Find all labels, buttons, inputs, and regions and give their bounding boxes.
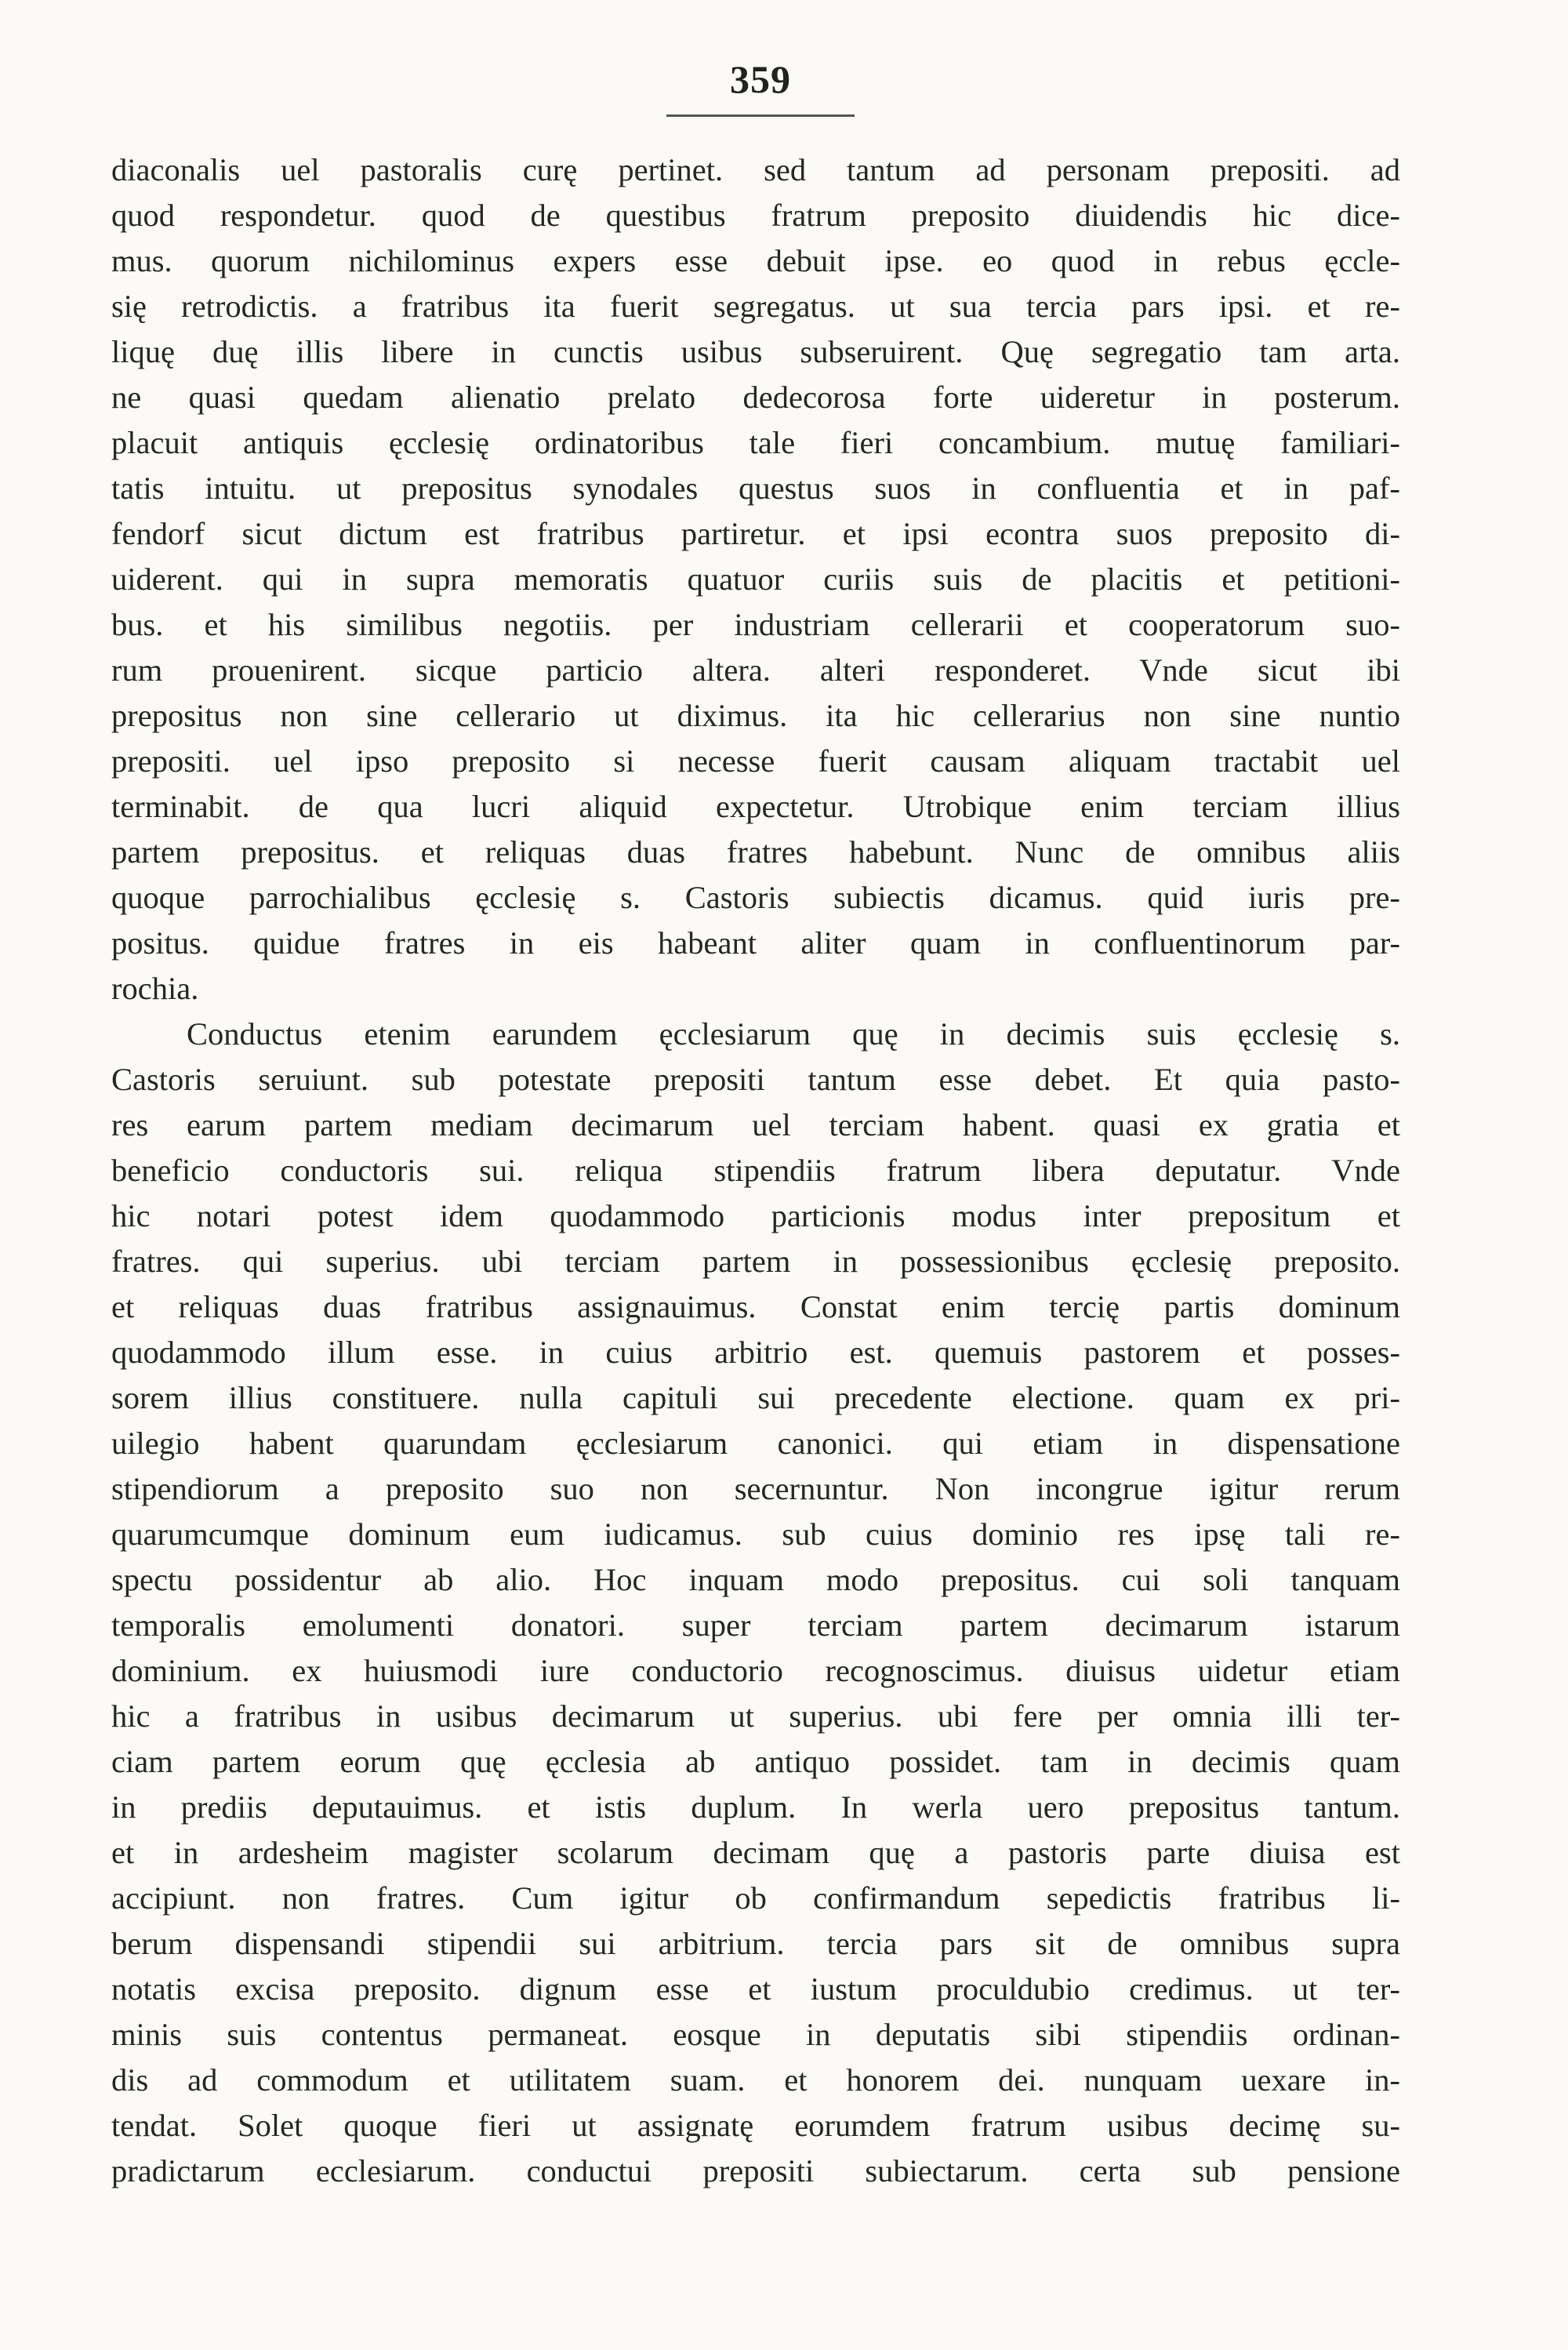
text-line: uilegio habent quarundam ęcclesiarum canonici. qui etiam in dispensatione <box>111 1426 1400 1461</box>
text-line: minis suis contentus permaneat. eosque in deputatis sibi stipendiis ordinan- <box>111 2017 1400 2052</box>
text-line: in prediis deputauimus. et istis duplum. In werla uero prepositus tantum. <box>111 1789 1400 1825</box>
text-line: prepositus non sine cellerario ut diximus. ita hic cellerarius non sine nuntio <box>111 698 1400 733</box>
text-line: terminabit. de qua lucri aliquid expectetur. Utrobique enim terciam illius <box>111 789 1400 824</box>
text-line: spectu possidentur ab alio. Hoc inquam modo prepositus. cui soli tanquam <box>111 1562 1400 1597</box>
text-line: sorem illius constituere. nulla capituli sui precedente electione. quam ex pri- <box>111 1380 1400 1415</box>
text-line: uiderent. qui in supra memoratis quatuor curiis suis de placitis et petitioni- <box>111 561 1400 597</box>
text-line: tendat. Solet quoque fieri ut assignatę eorumdem fratrum usibus decimę su- <box>111 2108 1400 2143</box>
text-line: ciam partem eorum quę ęcclesia ab antiquo possidet. tam in decimis quam <box>111 1744 1400 1779</box>
text-line: bus. et his similibus negotiis. per industriam cellerarii et cooperatorum suo- <box>111 607 1400 642</box>
text-line: rum prouenirent. sicque particio altera. alteri responderet. Vnde sicut ibi <box>111 652 1400 688</box>
text-line: dis ad commodum et utilitatem suam. et honorem dei. nunquam uexare in- <box>111 2062 1400 2098</box>
text-line: Castoris seruiunt. sub potestate prepositi tantum esse debet. Et quia pasto- <box>111 1062 1400 1097</box>
text-line: ne quasi quedam alienatio prelato dedecorosa forte uideretur in posterum. <box>111 380 1400 415</box>
text-line: Conductus etenim earundem ęcclesiarum quę in decimis suis ęcclesię s. <box>187 1016 1400 1052</box>
text-line: positus. quidue fratres in eis habeant aliter quam in confluentinorum par- <box>111 925 1400 961</box>
text-line: tatis intuitu. ut prepositus synodales questus suos in confluentia et in paf- <box>111 470 1400 506</box>
text-line: temporalis emolumenti donatori. super terciam partem decimarum istarum <box>111 1607 1400 1643</box>
text-line: fendorf sicut dictum est fratribus partiretur. et ipsi econtra suos preposito di- <box>111 516 1400 551</box>
text-line: beneficio conductoris sui. reliqua stipendiis fratrum libera deputatur. Vnde <box>111 1153 1400 1188</box>
text-line: diaconalis uel pastoralis curę pertinet. sed tantum ad personam prepositi. ad <box>111 152 1400 187</box>
text-line: hic a fratribus in usibus decimarum ut superius. ubi fere per omnia illi ter- <box>111 1698 1400 1734</box>
text-line: quodammodo illum esse. in cuius arbitrio est. quemuis pastorem et posses- <box>111 1335 1400 1370</box>
text-line: dominium. ex huiusmodi iure conductorio recognoscimus. diuisus uidetur etiam <box>111 1653 1400 1688</box>
text-line: quoque parrochialibus ęcclesię s. Castoris subiectis dicamus. quid iuris pre- <box>111 880 1400 915</box>
text-line: et in ardesheim magister scolarum decimam quę a pastoris parte diuisa est <box>111 1835 1400 1870</box>
text-line: hic notari potest idem quodammodo particionis modus inter prepositum et <box>111 1198 1400 1233</box>
text-line: quarumcumque dominum eum iudicamus. sub cuius dominio res ipsę tali re- <box>111 1516 1400 1552</box>
text-line: prepositi. uel ipso preposito si necesse fuerit causam aliquam tractabit uel <box>111 743 1400 779</box>
page-number-rule <box>666 114 855 117</box>
text-line: placuit antiquis ęcclesię ordinatoribus tale fieri concambium. mutuę familiari- <box>111 425 1400 460</box>
text-line: accipiunt. non fratres. Cum igitur ob confirmandum sepedictis fratribus li- <box>111 1880 1400 1916</box>
text-line: mus. quorum nichilominus expers esse debuit ipse. eo quod in rebus ęccle- <box>111 243 1400 278</box>
text-line: stipendiorum a preposito suo non secernuntur. Non incongrue igitur rerum <box>111 1471 1400 1506</box>
text-line: partem prepositus. et reliquas duas fratres habebunt. Nunc de omnibus aliis <box>111 834 1400 870</box>
text-line: berum dispensandi stipendii sui arbitrium. tercia pars sit de omnibus supra <box>111 1926 1400 1961</box>
body-text <box>111 147 1400 2194</box>
page-number: 359 <box>730 57 791 101</box>
text-line: res earum partem mediam decimarum uel terciam habent. quasi ex gratia et <box>111 1107 1400 1142</box>
text-line: notatis excisa preposito. dignum esse et iustum proculdubio credimus. ut ter- <box>111 1971 1400 2007</box>
text-line: fratres. qui superius. ubi terciam partem in possessionibus ęcclesię preposito. <box>111 1244 1400 1279</box>
text-line: liquę duę illis libere in cunctis usibus subseruirent. Quę segregatio tam arta. <box>111 334 1400 369</box>
text-line: quod respondetur. quod de questibus fratrum preposito diuidendis hic dice- <box>111 198 1400 233</box>
text-line: rochia. <box>111 971 199 1006</box>
text-line: pradictarum ecclesiarum. conductui prepositi subiectarum. certa sub pensione <box>111 2153 1400 2188</box>
text-line: się retrodictis. a fratribus ita fuerit segregatus. ut sua tercia pars ipsi. et re- <box>111 289 1400 324</box>
text-line: et reliquas duas fratribus assignauimus. Constat enim tercię partis dominum <box>111 1289 1400 1324</box>
